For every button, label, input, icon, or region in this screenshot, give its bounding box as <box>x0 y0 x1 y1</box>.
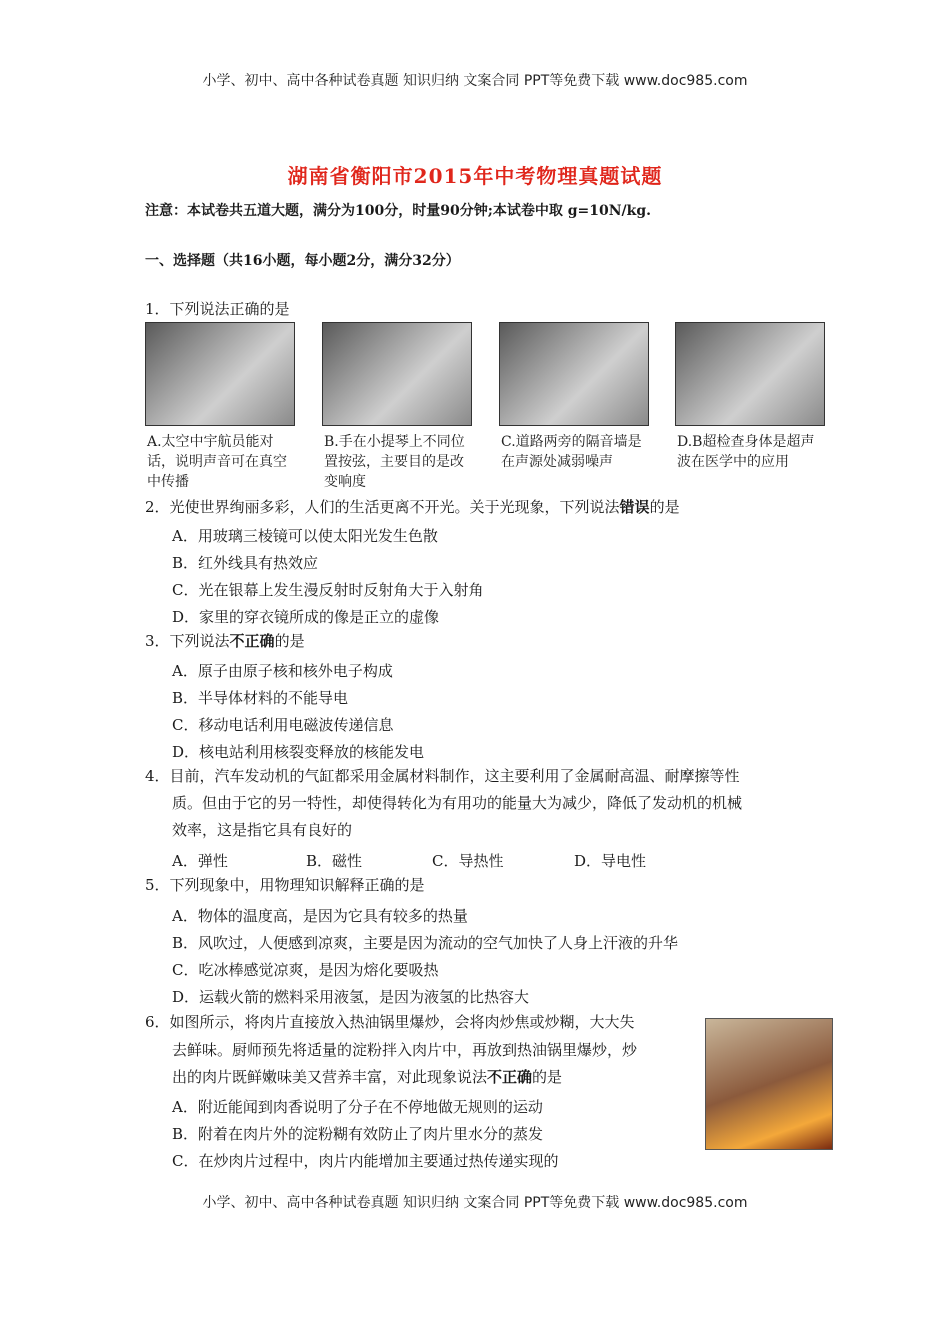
q2-stem-pre: 2．光使世界绚丽多彩，人们的生活更离不开光。关于光现象，下列说法 <box>145 498 620 516</box>
q2-stem <box>145 494 680 521</box>
q2-option-b: B．红外线具有热效应 <box>172 554 319 572</box>
q3-option-d: D．核电站利用核裂变释放的核能发电 <box>172 743 425 761</box>
q1-photo-strip <box>145 322 815 494</box>
q2-option-d: D．家里的穿衣镜所成的像是正立的虚像 <box>172 608 440 626</box>
q6-line-3 <box>172 1064 562 1091</box>
section-heading: 一、选择题（共16小题，每小题2分，满分32分） <box>145 253 460 269</box>
q5-stem: 5．下列现象中，用物理知识解释正确的是 <box>145 876 425 894</box>
exam-note: 注意：本试卷共五道大题，满分为100分，时量90分钟;本试卷中取 g=10N/kg. <box>145 203 652 219</box>
ultrasound-image <box>675 322 825 426</box>
q1-caption-c: C.道路两旁的隔音墙是在声源处减弱噪声 <box>501 434 642 470</box>
page-footer: 小学、初中、高中各种试卷真题 知识归纳 文案合同 PPT等免费下载 www.doc985.com <box>202 1195 748 1211</box>
page-header: 小学、初中、高中各种试卷真题 知识归纳 文案合同 PPT等免费下载 www.doc985.com <box>202 73 748 89</box>
violin-image <box>322 322 472 426</box>
q5-option-d: D．运载火箭的燃料采用液氢，是因为液氢的比热容大 <box>172 988 530 1006</box>
q4-option-a: A．弹性 <box>172 852 228 870</box>
q1-caption-a: A.太空中宇航员能对话，说明声音可在真空中传播 <box>147 434 287 490</box>
q3-stem-pre: 3．下列说法 <box>145 632 230 650</box>
q6-option-b: B．附着在肉片外的淀粉糊有效防止了肉片里水分的蒸发 <box>172 1125 544 1143</box>
q6-line-3-pre: 出的肉片既鲜嫩味美又营养丰富，对此现象说法 <box>172 1068 488 1086</box>
q3-option-b: B．半导体材料的不能导电 <box>172 689 349 707</box>
q4-option-d: D．导电性 <box>574 852 647 870</box>
chef-photo <box>705 1018 833 1150</box>
q1-photo-b <box>322 322 472 494</box>
q1-stem: 1．下列说法正确的是 <box>145 300 290 318</box>
q4-line-1: 4．目前，汽车发动机的气缸都采用金属材料制作，这主要利用了金属耐高温、耐摩擦等性 <box>145 767 740 785</box>
q3-stem-post: 的是 <box>274 632 305 650</box>
q3-emphasis: 不正确 <box>229 632 275 650</box>
q5-option-b: B．风吹过，人便感到凉爽，主要是因为流动的空气加快了人身上汗液的升华 <box>172 934 679 952</box>
q3-stem <box>145 628 305 655</box>
q1-photo-c <box>499 322 649 494</box>
q1-photo-a <box>145 322 295 494</box>
exam-title: 湖南省衡阳市2015年中考物理真题试题 <box>287 164 663 188</box>
q1-caption-b: B.手在小提琴上不同位置按弦，主要目的是改变响度 <box>324 434 465 490</box>
q5-option-a: A．物体的温度高，是因为它具有较多的热量 <box>172 907 468 925</box>
q6-emphasis: 不正确 <box>487 1068 533 1086</box>
q1-photo-d <box>675 322 825 494</box>
q2-option-c: C．光在银幕上发生漫反射时反射角大于入射角 <box>172 581 484 599</box>
q4-option-c: C．导热性 <box>432 852 504 870</box>
q3-option-a: A．原子由原子核和核外电子构成 <box>172 662 393 680</box>
astronaut-image <box>145 322 295 426</box>
q6-line-1: 6．如图所示，将肉片直接放入热油锅里爆炒，会将肉炒焦或炒糊，大大失 <box>145 1013 635 1031</box>
q1-caption-d: D.B超检查身体是超声波在医学中的应用 <box>677 434 815 470</box>
q4-line-3: 效率，这是指它具有良好的 <box>172 821 353 839</box>
q6-line-3-post: 的是 <box>532 1068 563 1086</box>
q6-option-a: A．附近能闻到肉香说明了分子在不停地做无规则的运动 <box>172 1098 543 1116</box>
q5-option-c: C．吃冰棒感觉凉爽，是因为熔化要吸热 <box>172 961 439 979</box>
sound-barrier-image <box>499 322 649 426</box>
q4-option-b: B．磁性 <box>306 852 363 870</box>
q2-emphasis: 错误 <box>619 498 650 516</box>
q4-line-2: 质。但由于它的另一特性，却使得转化为有用功的能量大为减少，降低了发动机的机械 <box>172 794 743 812</box>
q6-line-2: 去鲜味。厨师预先将适量的淀粉拌入肉片中，再放到热油锅里爆炒，炒 <box>172 1041 638 1059</box>
q2-stem-post: 的是 <box>649 498 680 516</box>
q2-option-a: A．用玻璃三棱镜可以使太阳光发生色散 <box>172 527 438 545</box>
q3-option-c: C．移动电话利用电磁波传递信息 <box>172 716 394 734</box>
q6-option-c: C．在炒肉片过程中，肉片内能增加主要通过热传递实现的 <box>172 1152 559 1170</box>
